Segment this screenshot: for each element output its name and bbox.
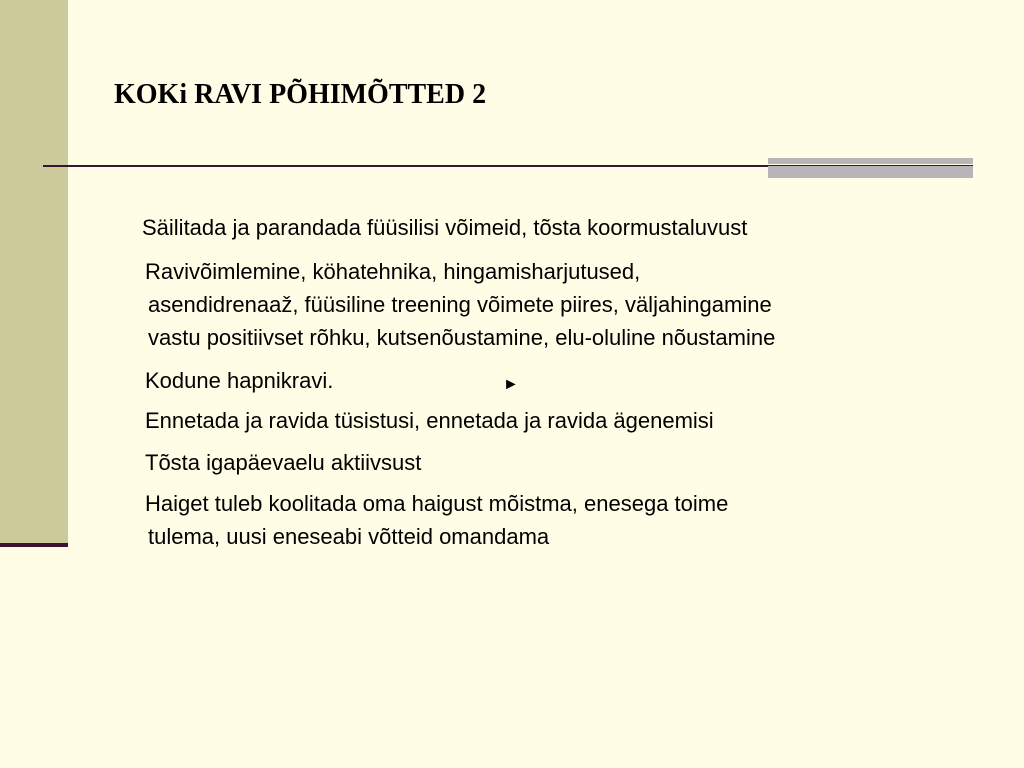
bullet-1-line-1: Säilitada ja parandada füüsilisi võimeid, tõsta koormustaluvust bbox=[142, 215, 748, 240]
bullet-4-line-1: Ennetada ja ravida tüsistusi, ennetada ja ravida ägenemisi bbox=[145, 408, 714, 433]
bullet-6-line-1: Haiget tuleb koolitada oma haigust mõistma, enesega toime bbox=[145, 491, 729, 516]
bullet-2-line-2: asendidrenaaž, füüsiline treening võimete piires, väljahingamine bbox=[148, 292, 772, 317]
bullet-2-line-3: vastu positiivset rõhku, kutsenõustamine, elu-oluline nõustamine bbox=[148, 325, 776, 350]
bullet-2-line-1: Ravivõimlemine, köhatehnika, hingamisharjutused, bbox=[145, 259, 641, 284]
play-arrow-icon: ► bbox=[503, 376, 519, 393]
bullet-6-line-2: tulema, uusi eneseabi võtteid omandama bbox=[148, 524, 550, 549]
bullet-3-line-1: Kodune hapnikravi. bbox=[145, 368, 334, 393]
slide-title: KOKi RAVI PÕHIMÕTTED 2 bbox=[114, 79, 487, 110]
bullet-5-line-1: Tõsta igapäevaelu aktiivsust bbox=[145, 450, 422, 475]
